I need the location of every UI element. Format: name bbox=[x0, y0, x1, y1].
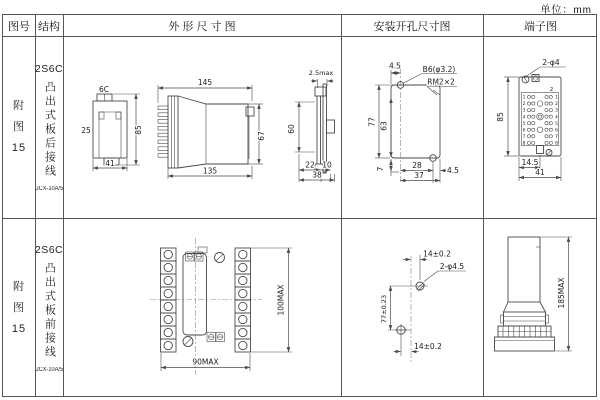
dim-90max: 90MAX bbox=[192, 357, 219, 367]
terminal-hole bbox=[549, 122, 552, 125]
fig-char: 附 bbox=[13, 99, 25, 112]
terminal-hole bbox=[532, 95, 535, 98]
terminal-side-view-row2 bbox=[495, 237, 573, 351]
structure-desc: 凸出式板后接线 bbox=[43, 80, 56, 179]
terminal-hole bbox=[549, 141, 552, 144]
model-sub-label: JCX-10A/5 bbox=[35, 185, 63, 192]
screw-head bbox=[239, 276, 247, 284]
screw-head bbox=[239, 263, 247, 271]
screw-head bbox=[239, 341, 247, 349]
terminal-number-right: 6 bbox=[555, 128, 558, 134]
terminal-number-left: 4 bbox=[522, 115, 526, 121]
terminal-hole bbox=[532, 141, 535, 144]
thread-spec-label: RM2×2 bbox=[427, 77, 455, 87]
pin bbox=[158, 126, 168, 130]
install-drill-row2 bbox=[380, 250, 466, 363]
dim-145: 145 bbox=[197, 78, 213, 87]
screw-head bbox=[239, 315, 247, 323]
dim-4-5-right: 4.5 bbox=[447, 166, 459, 175]
dim-38: 38 bbox=[312, 170, 322, 180]
terminal-number-left: 3 bbox=[522, 108, 526, 114]
center-hole bbox=[537, 127, 543, 133]
dim-41-terminal: 41 bbox=[535, 168, 545, 177]
screw-head bbox=[164, 315, 172, 323]
terminal-2-label: 2 bbox=[549, 87, 554, 93]
screw-head bbox=[164, 289, 172, 297]
header-terminal: 端子图 bbox=[524, 20, 557, 33]
terminal-hole bbox=[527, 115, 530, 118]
fig-char: 图 bbox=[13, 120, 25, 133]
model-sub-label: JCX-10A/5 bbox=[35, 366, 63, 373]
screw-head bbox=[164, 302, 172, 310]
terminal-hole bbox=[532, 115, 535, 118]
hole-spec-label: B6(φ3.2) bbox=[422, 65, 456, 74]
terminal-hole bbox=[549, 109, 552, 112]
screw-head bbox=[164, 341, 172, 349]
structure-desc: 凸出式板前接线 bbox=[43, 261, 56, 360]
header-structure: 结构 bbox=[38, 20, 60, 33]
model-label: 2S6C bbox=[34, 62, 64, 75]
dim-185max: 185MAX bbox=[557, 277, 566, 309]
model-label: 2S6C bbox=[34, 243, 64, 256]
hole-label-2phi45: 2-φ4.5 bbox=[439, 262, 465, 271]
outline-side-view bbox=[158, 78, 266, 179]
screw-head bbox=[239, 328, 247, 336]
dim-37: 37 bbox=[414, 171, 424, 180]
terminal-number-right: 3 bbox=[555, 108, 558, 114]
terminal-hole bbox=[545, 128, 548, 131]
terminal-hole bbox=[527, 135, 530, 138]
terminal-number-left: 8 bbox=[522, 141, 526, 147]
screw-head bbox=[239, 250, 247, 258]
terminal-hole bbox=[527, 95, 530, 98]
terminal-number-left: 7 bbox=[522, 134, 526, 140]
dim-85-terminal: 85 bbox=[496, 112, 505, 122]
terminal-hole bbox=[527, 141, 530, 144]
screw-head bbox=[239, 302, 247, 310]
dim-77: 77 bbox=[367, 117, 377, 127]
center-hole bbox=[537, 101, 543, 107]
screw-terminal-columns bbox=[161, 248, 251, 352]
dim-2-5max: 2.5max bbox=[308, 69, 334, 77]
terminal-rows bbox=[523, 95, 559, 147]
dim-41: 41 bbox=[105, 159, 115, 168]
terminal-hole bbox=[527, 102, 530, 105]
terminal-hole bbox=[545, 141, 548, 144]
terminal-hole bbox=[545, 109, 548, 112]
pin bbox=[158, 147, 168, 151]
terminal-number-right: 7 bbox=[555, 134, 558, 140]
dim-100max: 100MAX bbox=[276, 284, 286, 316]
terminal-hole bbox=[549, 128, 552, 131]
dim-4-5-top: 4.5 bbox=[389, 61, 401, 71]
fig-char: 15 bbox=[11, 141, 27, 154]
screw-head bbox=[239, 289, 247, 297]
dim-14-bottom: 14±0.2 bbox=[414, 342, 442, 351]
terminal-number-right: 4 bbox=[555, 115, 558, 121]
dim-14-top: 14±0.2 bbox=[423, 249, 451, 259]
fig-char: 附 bbox=[13, 280, 25, 293]
dim-67: 67 bbox=[257, 131, 266, 141]
terminal-hole bbox=[545, 122, 548, 125]
terminal-pins bbox=[158, 106, 168, 157]
terminal-number-right: 5 bbox=[555, 121, 558, 127]
terminal-number-left: 2 bbox=[522, 102, 526, 108]
outline-front-view-row2 bbox=[150, 238, 292, 375]
screw-head bbox=[164, 328, 172, 336]
dim-77-tol: 77±0.23 bbox=[380, 294, 388, 324]
terminal-number-right: 8 bbox=[555, 141, 558, 147]
terminal-number-left: 1 bbox=[522, 95, 526, 101]
screw-head bbox=[164, 263, 172, 271]
install-cutout-row1 bbox=[368, 62, 460, 184]
terminal-hole bbox=[549, 115, 552, 118]
dim-22: 22 bbox=[305, 160, 315, 170]
terminal-hole bbox=[532, 128, 535, 131]
terminal-hole bbox=[532, 102, 535, 105]
dim-60: 60 bbox=[287, 124, 296, 134]
terminal-hole bbox=[545, 102, 548, 105]
hole-label-2phi4: 2-φ4 bbox=[542, 58, 560, 67]
dim-28: 28 bbox=[412, 161, 422, 170]
outline-side-clip-view bbox=[81, 85, 143, 171]
terminal-hole bbox=[545, 135, 548, 138]
terminal-hole bbox=[532, 135, 535, 138]
center-hole bbox=[538, 115, 541, 118]
dim-63: 63 bbox=[379, 121, 389, 131]
terminal-hole bbox=[545, 115, 548, 118]
terminal-hole bbox=[545, 95, 548, 98]
terminal-hole bbox=[532, 109, 535, 112]
dim-6c: 6C bbox=[98, 85, 110, 94]
header-fig-no: 图号 bbox=[8, 20, 30, 33]
terminal-hole bbox=[532, 122, 535, 125]
pin bbox=[158, 154, 168, 158]
dim-85: 85 bbox=[134, 125, 143, 135]
pin bbox=[158, 140, 168, 144]
pin bbox=[158, 106, 168, 110]
terminal-diagram-row1 bbox=[496, 58, 566, 181]
dim-10: 10 bbox=[322, 160, 332, 170]
terminal-hole bbox=[549, 102, 552, 105]
outline-panel-view bbox=[287, 69, 335, 182]
dim-14-5: 14.5 bbox=[521, 158, 539, 167]
terminal-hole bbox=[527, 128, 530, 131]
terminal-hole bbox=[549, 95, 552, 98]
center-hole bbox=[537, 113, 544, 120]
header-install: 安装开孔尺寸图 bbox=[373, 20, 451, 33]
dim-25: 25 bbox=[81, 126, 91, 135]
terminal-number-left: 5 bbox=[522, 121, 526, 127]
fig-char: 15 bbox=[11, 322, 27, 335]
terminal-hole bbox=[527, 122, 530, 125]
pin bbox=[158, 120, 168, 124]
terminal-number-left: 6 bbox=[522, 128, 526, 134]
unit-label: 单位：mm bbox=[540, 5, 592, 16]
fig-char: 图 bbox=[13, 301, 25, 314]
terminal-number-right: 1 bbox=[555, 95, 558, 101]
header-outline: 外 形 尺 寸 图 bbox=[168, 20, 236, 33]
terminal-number-right: 2 bbox=[555, 102, 558, 108]
screw-head bbox=[164, 276, 172, 284]
pin bbox=[158, 133, 168, 137]
terminal-hole bbox=[527, 109, 530, 112]
screw-head bbox=[164, 250, 172, 258]
dim-7: 7 bbox=[376, 166, 385, 172]
terminal-hole bbox=[549, 135, 552, 138]
dim-135: 135 bbox=[202, 166, 218, 176]
pin bbox=[158, 113, 168, 117]
